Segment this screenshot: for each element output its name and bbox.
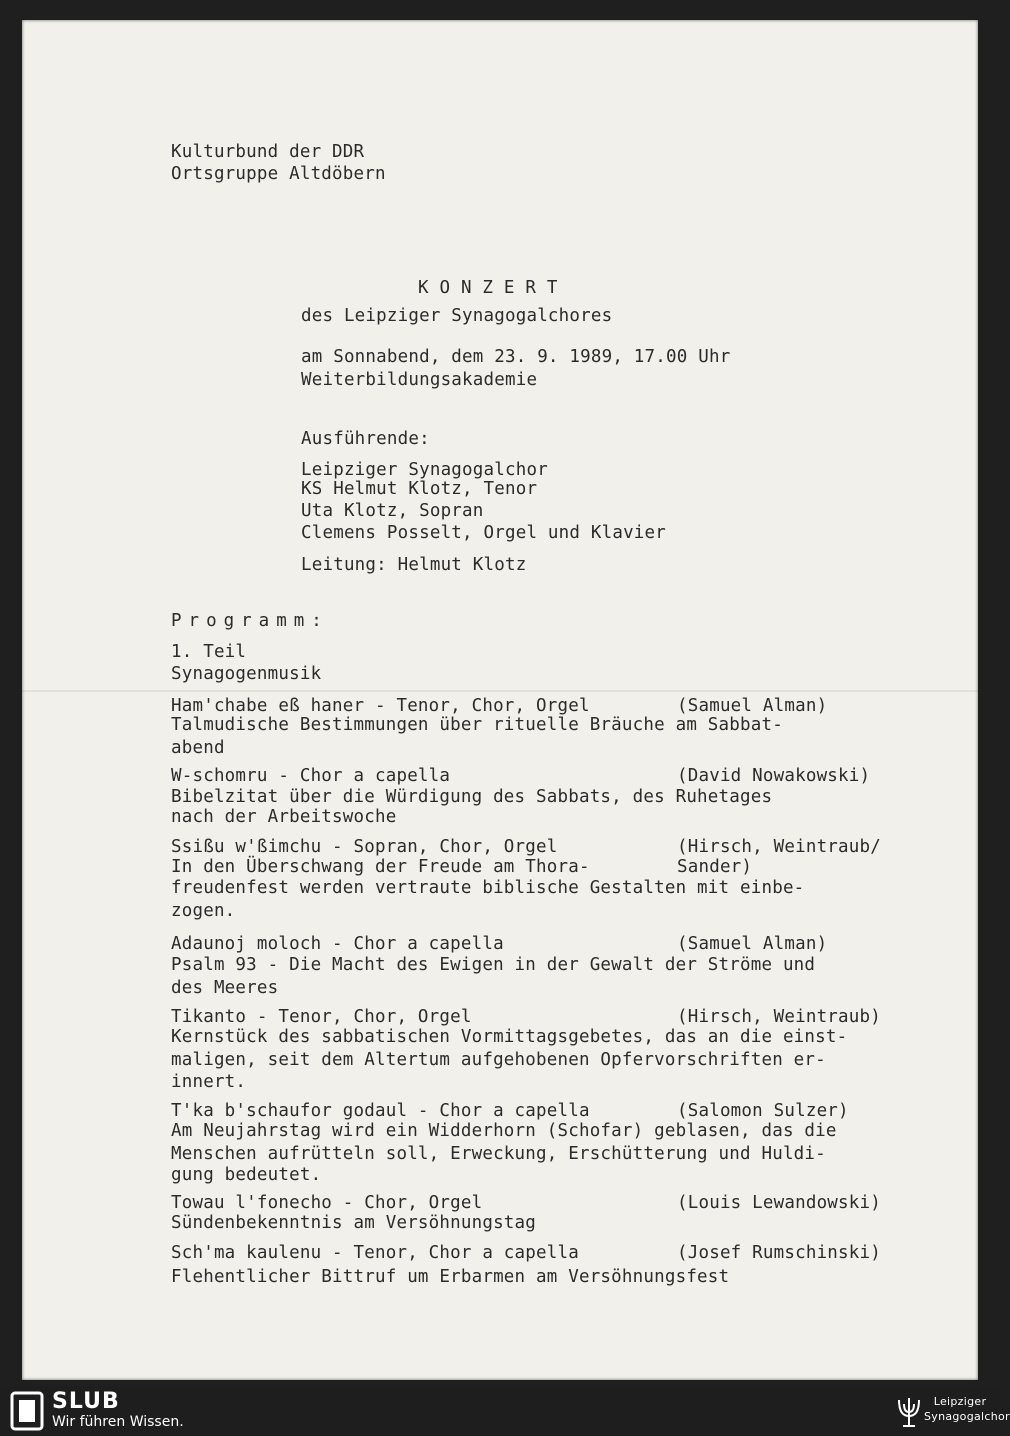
program-item-composer: (Samuel Alman) — [677, 696, 828, 716]
program-item-description: maligen, seit dem Altertum aufgehobenen Opfervorschriften er- — [171, 1050, 826, 1070]
performers-heading: Ausführende: — [301, 429, 430, 449]
performer-item: Clemens Posselt, Orgel und Klavier — [301, 523, 667, 543]
program-item-title: W-schomru - Chor a capella — [171, 766, 451, 786]
concert-date: am Sonnabend, dem 23. 9. 1989, 17.00 Uhr — [301, 347, 731, 367]
paper-fold — [22, 690, 978, 692]
program-item-description: innert. — [171, 1072, 247, 1092]
program-item-description: gung bedeutet. — [171, 1165, 322, 1185]
performer-item: Uta Klotz, Sopran — [301, 501, 484, 521]
program-item-composer: (Louis Lewandowski) — [677, 1193, 881, 1213]
program-item-composer: (David Nowakowski) — [677, 766, 871, 786]
program-item-title: Tikanto - Tenor, Chor, Orgel — [171, 1007, 472, 1027]
program-item-title: Sch'ma kaulenu - Tenor, Chor a capella — [171, 1243, 579, 1263]
program-item-description: In den Überschwang der Freude am Thora- — [171, 857, 590, 877]
program-item-title: T'ka b'schaufor godaul - Chor a capella — [171, 1101, 590, 1121]
program-item-description: Am Neujahrstag wird ein Widderhorn (Schofar) geblasen, das die — [171, 1121, 837, 1141]
choir-name-line-2: Synagogalchor — [924, 1410, 1010, 1423]
program-item-title: Ssißu w'ßimchu - Sopran, Chor, Orgel — [171, 837, 558, 857]
program-item-title: Ham'chabe eß haner - Tenor, Chor, Orgel — [171, 696, 590, 716]
program-item-description: abend — [171, 738, 225, 758]
choir-name-line-1: Leipziger — [933, 1395, 987, 1408]
program-part-title: Synagogenmusik — [171, 664, 322, 684]
concert-subtitle: des Leipziger Synagogalchores — [301, 306, 613, 326]
program-item-description: Bibelzitat über die Würdigung des Sabbats, des Ruhetages — [171, 787, 773, 807]
performer-item: Leipziger Synagogalchor — [301, 460, 548, 480]
program-item-composer: (Hirsch, Weintraub/ — [677, 837, 881, 857]
program-item-description: Psalm 93 - Die Macht des Ewigen in der Gewalt der Ströme und — [171, 955, 816, 975]
slub-logo-icon — [10, 1391, 44, 1431]
program-item-description: Menschen aufrütteln soll, Erweckung, Erschütterung und Huldi- — [171, 1144, 826, 1164]
program-item-description: Sündenbekenntnis am Versöhnungstag — [171, 1213, 537, 1233]
slub-brand: SLUB — [52, 1389, 120, 1414]
program-item-composer: (Samuel Alman) — [677, 934, 828, 954]
program-item-description: Talmudische Bestimmungen über rituelle Bräuche am Sabbat- — [171, 715, 783, 735]
program-item-description: Kernstück des sabbatischen Vormittagsgebetes, das an die einst- — [171, 1027, 848, 1047]
slub-tagline: Wir führen Wissen. — [52, 1414, 184, 1430]
program-item-description: freudenfest werden vertraute biblische Gestalten mit einbe- — [171, 878, 805, 898]
menorah-icon — [896, 1392, 922, 1430]
performer-item: KS Helmut Klotz, Tenor — [301, 479, 538, 499]
program-item-description: nach der Arbeitswoche — [171, 807, 397, 827]
program-item-composer: Sander) — [677, 857, 753, 877]
program-item-title: Adaunoj moloch - Chor a capella — [171, 934, 504, 954]
direction: Leitung: Helmut Klotz — [301, 555, 527, 575]
program-item-title: Towau l'fonecho - Chor, Orgel — [171, 1193, 483, 1213]
program-item-composer: (Hirsch, Weintraub) — [677, 1007, 881, 1027]
program-heading: Programm: — [171, 611, 329, 631]
letterhead-line-2: Ortsgruppe Altdöbern — [171, 164, 386, 184]
program-item-composer: (Josef Rumschinski) — [677, 1243, 881, 1263]
program-item-description: des Meeres — [171, 978, 279, 998]
footer-bar — [0, 1386, 1010, 1436]
concert-title: K O N Z E R T — [418, 278, 558, 298]
program-item-composer: (Salomon Sulzer) — [677, 1101, 849, 1121]
program-item-description: zogen. — [171, 901, 236, 921]
program-item-description: Flehentlicher Bittruf um Erbarmen am Versöhnungsfest — [171, 1267, 730, 1287]
concert-venue: Weiterbildungsakademie — [301, 370, 538, 390]
letterhead-line-1: Kulturbund der DDR — [171, 142, 365, 162]
program-part: 1. Teil — [171, 642, 247, 662]
choir-name — [924, 1394, 1010, 1424]
